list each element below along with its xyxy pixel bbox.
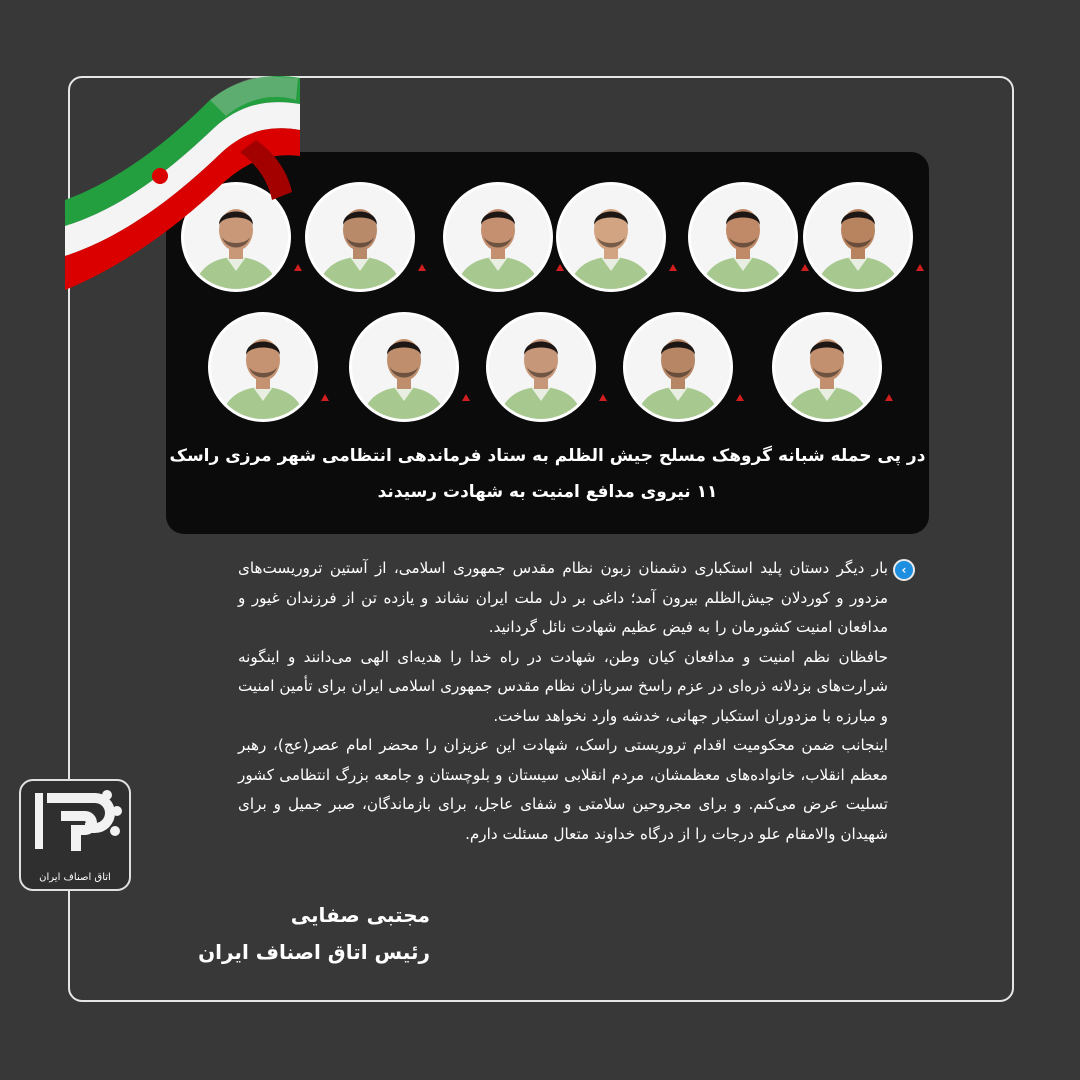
signature-title: رئیس اتاق اصناف ایران [198, 940, 430, 964]
signature-block [170, 900, 430, 974]
portrait-photo [688, 182, 798, 292]
iran-flag-icon [60, 60, 320, 320]
statement-paragraph-1: بار دیگر دستان پلید استکباری دشمنان زبون نظام مقدس جمهوری اسلامی، از آستین تروریست‌های مزدور و کوردلان جیش‌الظلم بیرون آمد؛ داغی بر دل ملت ایران نشاند و یازده تن از فرزندان غیور و مدافعان امنیت کشورمان را به فیض عظیم شهادت نائل گردانید. [238, 559, 888, 636]
red-triangle-marker-icon [321, 394, 329, 401]
statement-paragraph-3: اینجانب ضمن محکومیت اقدام تروریستی راسک، شهادت این عزیزان را محضر امام عصر(عج)، رهبر معظم انقلاب، خانواده‌های معظمشان، مردم انقلابی سیستان و بلوچستان و جامعه بزرگ انتظامی کشور تسلیت عرض می‌کنم. و برای مجروحین سلامتی و شفای عاجل، برای بازماندگان، صبر جمیل و برای شهیدان والامقام علو درجات را از درگاه خداوند متعال مسئلت دارم. [238, 736, 888, 843]
statement-text [238, 554, 888, 849]
portrait-photo [772, 312, 882, 422]
martyr-portrait [688, 182, 798, 292]
portrait-photo [486, 312, 596, 422]
portrait-photo [623, 312, 733, 422]
organization-logo [19, 779, 131, 891]
martyr-portrait [486, 312, 596, 422]
portrait-photo [208, 312, 318, 422]
logo-text: اتاق اصناف ایران [39, 872, 111, 883]
chevron-circle-icon: ‹ [893, 559, 915, 581]
red-triangle-marker-icon [669, 264, 677, 271]
red-triangle-marker-icon [599, 394, 607, 401]
martyr-portrait [623, 312, 733, 422]
portrait-photo [803, 182, 913, 292]
portrait-photo [349, 312, 459, 422]
martyr-portrait [803, 182, 913, 292]
red-triangle-marker-icon [418, 264, 426, 271]
martyr-portrait [556, 182, 666, 292]
banner-headline [166, 438, 929, 510]
red-triangle-marker-icon [885, 394, 893, 401]
martyr-portrait [443, 182, 553, 292]
red-triangle-marker-icon [916, 264, 924, 271]
portrait-photo [305, 182, 415, 292]
martyr-portrait [349, 312, 459, 422]
martyr-portrait [772, 312, 882, 422]
martyr-portrait [208, 312, 318, 422]
signature-name: مجتبی صفایی [290, 903, 430, 927]
portrait-photo [556, 182, 666, 292]
red-triangle-marker-icon [736, 394, 744, 401]
red-triangle-marker-icon [462, 394, 470, 401]
martyr-portrait [305, 182, 415, 292]
headline-line-2: ۱۱ نیروی مدافع امنیت به شهادت رسیدند [377, 482, 718, 502]
statement-paragraph-2: حافظان نظم امنیت و مدافعان کیان وطن، شهادت در راه خدا را هدیه‌ای الهی می‌دانند و اینگونه شرارت‌های بزدلانه ذره‌ای در عزم راسخ سربازان نظام مقدس جمهوری اسلامی ایران برای تأمین امنیت و مبارزه با مزدوران استکبار جهانی، خدشه وارد نخواهد ساخت. [238, 647, 888, 725]
logo-emblem-icon [21, 781, 129, 861]
headline-line-1: در پی حمله شبانه گروهک مسلح جیش الظلم به ستاد فرماندهی انتظامی شهر مرزی راسک [169, 446, 926, 466]
portrait-photo [443, 182, 553, 292]
